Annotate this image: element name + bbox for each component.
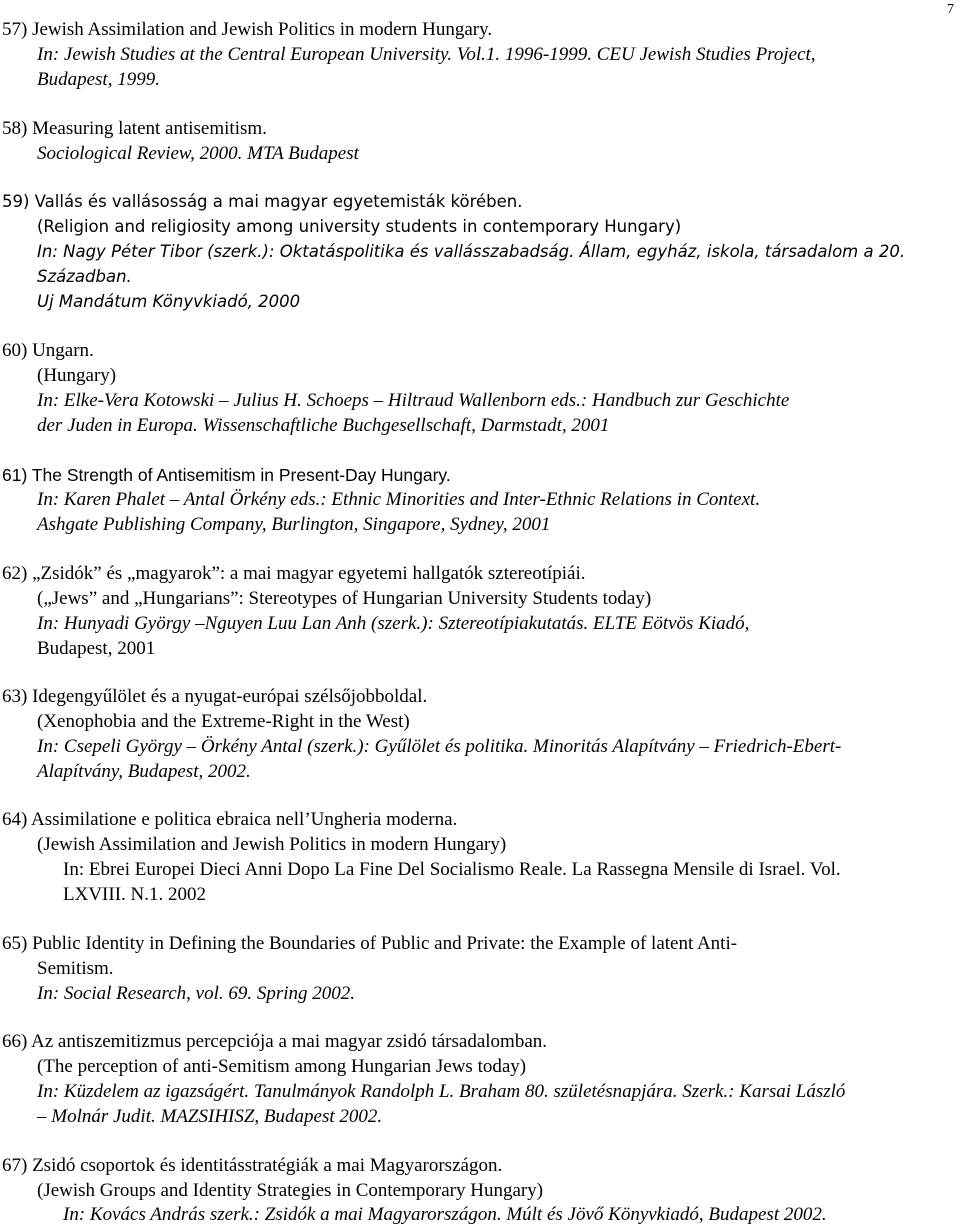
entry-64-source-cont: LXVIII. N.1. 2002	[63, 884, 207, 905]
entry-60-title: 60) Ungarn.	[2, 340, 94, 361]
entry-59-source: In: Nagy Péter Tibor (szerk.): Oktatáspolitika és vallásszabadság. Állam, egyház, iskola, társadalom a 20.	[37, 242, 906, 261]
entry-67-translation: (Jewish Groups and Identity Strategies in Contemporary Hungary)	[37, 1180, 544, 1201]
entry-61-publisher: Ashgate Publishing Company, Burlington, Singapore, Sydney, 2001	[37, 514, 551, 535]
entry-67-source: In: Kovács András szerk.: Zsidók a mai Magyarországon. Múlt és Jövő Könyvkiadó, Budapest 2002.	[63, 1204, 827, 1225]
entry-64-source: In: Ebrei Europei Dieci Anni Dopo La Fine Del Socialismo Reale. La Rassegna Mensile di Israel. Vol.	[63, 859, 841, 880]
entry-58-title: 58) Measuring latent antisemitism.	[2, 118, 267, 139]
entry-64-title: 64) Assimilatione e politica ebraica nell’Ungheria moderna.	[2, 809, 458, 830]
entry-66-translation: (The perception of anti-Semitism among Hungarian Jews today)	[37, 1056, 527, 1077]
entry-60-source: In: Elke-Vera Kotowski – Julius H. Schoeps – Hiltraud Wallenborn eds.: Handbuch zur Geschichte	[37, 390, 790, 411]
entry-66-source: In: Küzdelem az igazságért. Tanulmányok Randolph L. Braham 80. születésnapjára. Szerk.: Karsai László	[37, 1081, 846, 1102]
entry-66-source-cont: – Molnár Judit. MAZSIHISZ, Budapest 2002.	[37, 1106, 383, 1127]
entry-63-publisher: Alapítvány, Budapest, 2002.	[37, 761, 251, 782]
entry-63-title: 63) Idegengyűlölet és a nyugat-európai szélsőjobboldal.	[2, 686, 428, 707]
entry-62-translation: („Jews” and „Hungarians”: Stereotypes of Hungarian University Students today)	[37, 588, 652, 609]
entry-59-title: 59) Vallás és vallásosság a mai magyar egyetemisták körében.	[2, 192, 523, 211]
page-number: 7	[947, 2, 954, 17]
entry-58-source: Sociological Review, 2000. MTA Budapest	[37, 143, 359, 164]
entry-59-translation: (Religion and religiosity among university students in contemporary Hungary)	[37, 217, 682, 236]
entry-60-translation: (Hungary)	[37, 365, 117, 386]
entry-61-source: In: Karen Phalet – Antal Örkény eds.: Ethnic Minorities and Inter-Ethnic Relations in Context.	[37, 489, 761, 510]
entry-62-publisher: Budapest, 2001	[37, 638, 156, 659]
entry-67-title: 67) Zsidó csoportok és identitásstratégiák a mai Magyarországon.	[2, 1155, 503, 1176]
entry-66-title: 66) Az antiszemitizmus percepciója a mai magyar zsidó társadalomban.	[2, 1031, 547, 1052]
entry-65-title-cont: Semitism.	[37, 958, 114, 979]
entry-57-publisher: Budapest, 1999.	[37, 69, 160, 90]
entry-57-title: 57) Jewish Assimilation and Jewish Politics in modern Hungary.	[2, 19, 493, 40]
entry-61-title: 61) The Strength of Antisemitism in Present-Day Hungary.	[2, 465, 451, 485]
entry-62-source: In: Hunyadi György –Nguyen Luu Lan Anh (szerk.): Sztereotípiakutatás. ELTE Eötvös Kiadó,	[37, 613, 750, 634]
entry-64-translation: (Jewish Assimilation and Jewish Politics in modern Hungary)	[37, 834, 507, 855]
entry-62-title: 62) „Zsidók” és „magyarok”: a mai magyar egyetemi hallgatók sztereotípiái.	[2, 563, 586, 584]
entry-59-source-cont: Században.	[37, 267, 132, 286]
entry-63-translation: (Xenophobia and the Extreme-Right in the West)	[37, 711, 410, 732]
entry-59-publisher: Uj Mandátum Könyvkiadó, 2000	[37, 292, 301, 311]
entry-65-source: In: Social Research, vol. 69. Spring 2002.	[37, 983, 356, 1004]
entry-65-title: 65) Public Identity in Defining the Boundaries of Public and Private: the Example of latent Anti-	[2, 933, 738, 954]
entry-57-source: In: Jewish Studies at the Central European University. Vol.1. 1996-1999. CEU Jewish Studies Project,	[37, 44, 816, 65]
entry-63-source: In: Csepeli György – Örkény Antal (szerk.): Gyűlölet és politika. Minoritás Alapítvány – Friedrich-Ebert-	[37, 736, 842, 757]
entry-60-source-cont: der Juden in Europa. Wissenschaftliche Buchgesellschaft, Darmstadt, 2001	[37, 415, 610, 436]
